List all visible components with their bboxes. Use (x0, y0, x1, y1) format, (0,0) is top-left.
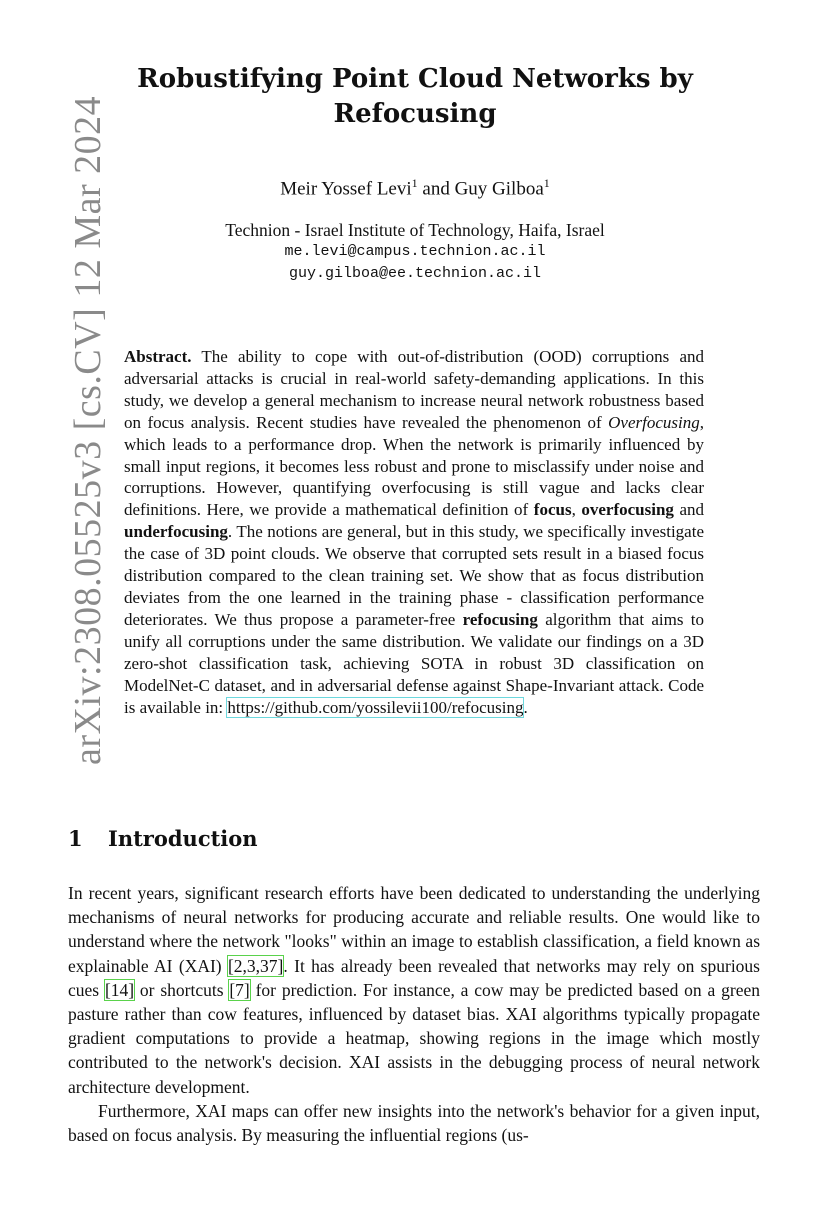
paragraph (68, 881, 760, 1099)
paragraph: Furthermore, XAI maps can offer new insights into the network's behavior for a given input, based on focus analysis. By measuring the influential regions (us- (68, 1100, 760, 1146)
citation-link[interactable]: [7] (229, 979, 250, 1000)
citation-link[interactable]: [2,3,37] (227, 955, 284, 976)
affiliation-block (130, 219, 700, 285)
section-title: Introduction (108, 826, 258, 851)
abstract-emphasis: Overfocusing (608, 412, 700, 432)
abstract (124, 346, 704, 718)
abstract-text: , which leads to a performance drop. When the network is primarily influenced by small input regions, it becomes less robust and prone to misclassify under noise and corruptions. However, quantifying overfocusing is still vague and lacks clear definitions. Here, we provide a mathematical definition of (124, 412, 704, 520)
author-list (130, 176, 700, 200)
paragraph-text: or shortcuts (134, 979, 230, 1000)
paragraph-text: for prediction. For instance, a cow may be predicted based on a green pasture rather than cow features, influenced by dataset bias. XAI algorithms typically propagate gradient computations to provide a heatmap, showing regions in the image which mostly contributed to the network's decision. XAI assists in the debugging process of neural network architecture development. (68, 979, 760, 1097)
abstract-text: The ability to cope with out-of-distribution (OOD) corruptions and adversarial attacks is crucial in real-world safety-demanding applications. In this study, we develop a general mechanism to increase neural network robustness based on focus analysis. Recent studies have revealed the phenomenon of (124, 347, 704, 432)
paper-title (130, 62, 700, 132)
affiliation-marker: 1 (543, 176, 550, 190)
email-address: guy.gilboa@ee.technion.ac.il (288, 265, 542, 282)
abstract-text: . (523, 697, 528, 717)
section-heading (68, 826, 258, 851)
institution: Technion - Israel Institute of Technology, Haifa, Israel (225, 220, 605, 240)
title-line-2: Refocusing (333, 99, 497, 129)
section-number: 1 (68, 826, 83, 851)
abstract-text: , (571, 500, 582, 520)
abstract-keyword: underfocusing (124, 522, 228, 542)
author-conjunction: and (417, 178, 455, 200)
paragraph-text: . It has already been revealed that networks may rely on spurious cues (68, 955, 760, 1000)
arxiv-identifier: arXiv:2308.05525v3 [cs.CV] 12 Mar 2024 (67, 95, 109, 765)
citation-link[interactable]: [14] (104, 979, 135, 1000)
abstract-text: and (673, 500, 705, 520)
paragraph-text: In recent years, significant research efforts have been dedicated to understanding the underlying mechanisms of neural networks for producing accurate and reliable results. One would like to understand where the network "looks" within an image to establish classification, a field known as explainable AI (XAI) (68, 883, 760, 976)
abstract-text: . The notions are general, but in this study, we specifically investigate the case of 3D point clouds. We observe that corrupted sets result in a biased focus distribution compared to the clean training set. We show that as focus distribution deviates from the one learned in the training phase - classification performance deteriorates. We thus propose a parameter-free (124, 522, 704, 629)
affiliation-marker: 1 (411, 176, 418, 190)
author-name: Meir Yossef Levi (280, 178, 412, 200)
email-address: me.levi@campus.technion.ac.il (284, 243, 546, 260)
abstract-keyword: refocusing (462, 609, 538, 629)
abstract-keyword: focus (533, 500, 572, 520)
author-name: Guy Gilboa (454, 178, 544, 200)
abstract-keyword: overfocusing (581, 500, 674, 520)
code-repository-link[interactable]: https://github.com/yossilevii100/refocusing (227, 697, 524, 717)
title-line-1: Robustifying Point Cloud Networks by (137, 64, 693, 94)
abstract-text: algorithm that aims to unify all corruptions under the same distribution. We validate our findings on a 3D zero-shot classification task, achieving SOTA in robust 3D classification on ModelNet-C dataset, and in adversarial defense against Shape-Invariant attack. Code is available in: (124, 609, 704, 717)
introduction-body (68, 881, 760, 1147)
abstract-label: Abstract. (124, 347, 192, 366)
